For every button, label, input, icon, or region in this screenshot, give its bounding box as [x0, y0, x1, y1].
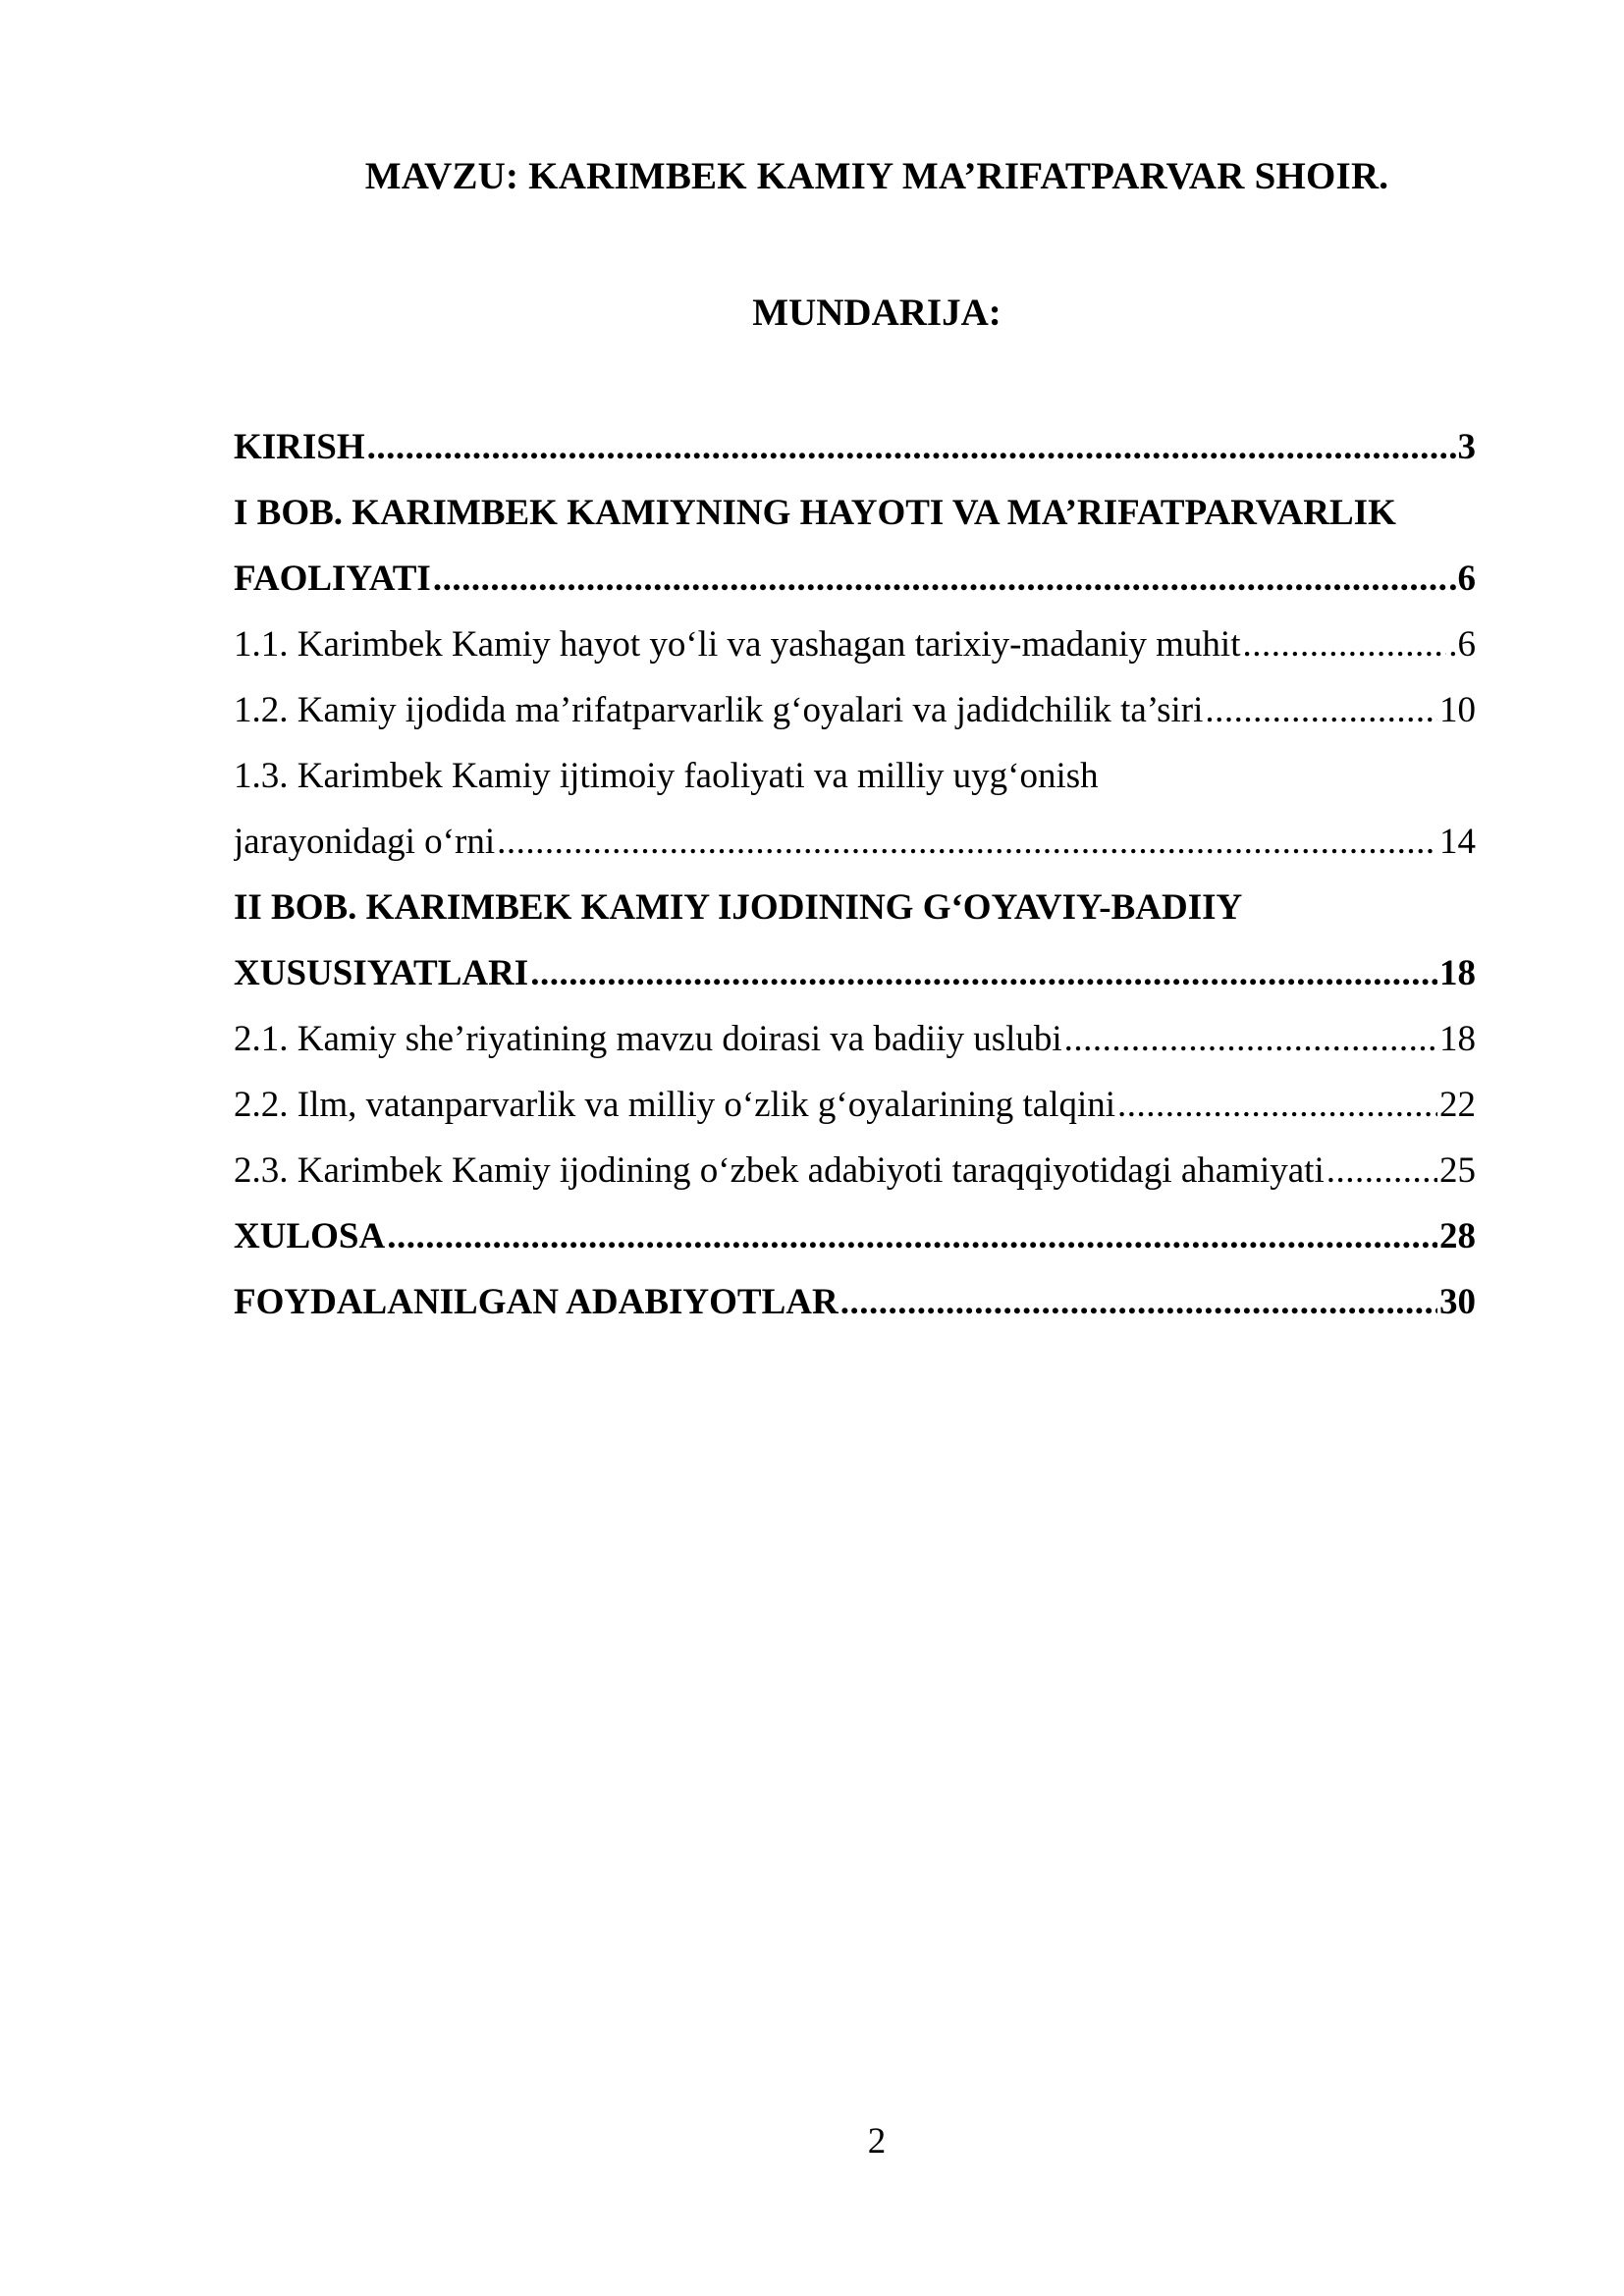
toc-entry-text: XUSUSIYATLARI [234, 953, 529, 993]
toc-entry-text: 1.3. Karimbek Kamiy ijtimoiy faoliyati va milliy uyg‘onish [234, 756, 1099, 796]
document-topic: MAVZU: KARIMBEK KAMIY MA’RIFATPARVAR SHOIR. [364, 155, 1389, 197]
toc-entry-text: 2.3. Karimbek Kamiy ijodining o‘zbek adabiyoti taraqqiyotidagi ahamiyati [234, 1150, 1325, 1191]
toc-leader-dots [1064, 1006, 1437, 1072]
toc-entry-section-1-1[interactable] [234, 612, 1476, 677]
toc-entry-references[interactable] [234, 1269, 1476, 1335]
toc-entry-section-1-3[interactable] [234, 743, 1476, 809]
page-number: 2 [867, 2121, 887, 2162]
toc-entry-page: 25 [1439, 1150, 1476, 1191]
toc-entry-text: 1.2. Kamiy ijodida ma’rifatparvarlik g‘oyalari va jadidchilik ta’siri [234, 690, 1204, 730]
toc-entry-page: 18 [1439, 953, 1476, 993]
toc-entry-page: 18 [1439, 1019, 1476, 1059]
toc-entry-page: 14 [1439, 822, 1476, 862]
toc-leader-dots [1117, 1072, 1437, 1138]
toc-leader-dots [387, 1203, 1437, 1269]
toc-entry-chapter-2-title[interactable] [234, 875, 1476, 940]
toc-entry-section-2-3[interactable] [234, 1138, 1476, 1203]
toc-entry-kirish[interactable] [234, 414, 1476, 480]
toc-entry-text: jarayonidagi o‘rni [234, 822, 496, 862]
toc-leader-dots [433, 546, 1446, 612]
toc-leader-dots [497, 809, 1437, 875]
toc-title: MUNDARIJA: [752, 292, 1001, 334]
toc-entry-text: 1.1. Karimbek Kamiy hayot yo‘li va yashagan tarixiy-madaniy muhit [234, 624, 1241, 665]
toc-entry-page: .6 [1448, 624, 1476, 665]
toc-entry-page: 28 [1439, 1216, 1476, 1256]
toc-entry-page: 30 [1439, 1282, 1476, 1322]
toc-leader-dots [1205, 677, 1437, 743]
toc-entry-text: II BOB. KARIMBEK KAMIY IJODINING G‘OYAVIY-BADIIY [234, 887, 1243, 928]
toc-entry-page: .3 [1448, 427, 1476, 467]
toc-entry-section-2-1[interactable] [234, 1006, 1476, 1072]
toc-entry-xulosa[interactable] [234, 1203, 1476, 1269]
toc-entry-text: I BOB. KARIMBEK KAMIYNING HAYOTI VA MA’RIFATPARVARLIK [234, 493, 1396, 533]
toc-entry-text: 2.2. Ilm, vatanparvarlik va milliy o‘zlik g‘oyalarining talqini [234, 1085, 1116, 1125]
toc-entry-section-1-3-cont[interactable] [234, 809, 1476, 875]
toc-leader-dots [1326, 1138, 1437, 1203]
toc-entry-text: XULOSA [234, 1216, 386, 1256]
toc-entry-text: 2.1. Kamiy she’riyatining mavzu doirasi va badiiy uslubi [234, 1019, 1062, 1059]
toc-entry-text: FAOLIYATI [234, 559, 431, 599]
toc-entry-chapter-1-title[interactable] [234, 480, 1476, 546]
toc-leader-dots [1242, 612, 1446, 677]
toc-entry-section-1-2[interactable] [234, 677, 1476, 743]
toc-entry-chapter-1-title-cont[interactable] [234, 546, 1476, 612]
toc-entry-page: 22 [1439, 1085, 1476, 1125]
toc-entry-page: .6 [1448, 559, 1476, 599]
toc-entry-chapter-2-title-cont[interactable] [234, 940, 1476, 1006]
toc-leader-dots [367, 414, 1447, 480]
toc-entry-text: FOYDALANILGAN ADABIYOTLAR [234, 1282, 839, 1322]
toc-entry-section-2-2[interactable] [234, 1072, 1476, 1138]
toc-leader-dots [530, 940, 1437, 1006]
table-of-contents [234, 414, 1476, 1335]
toc-leader-dots [840, 1269, 1437, 1335]
toc-entry-page: 10 [1439, 690, 1476, 730]
toc-entry-text: KIRISH [234, 427, 365, 467]
